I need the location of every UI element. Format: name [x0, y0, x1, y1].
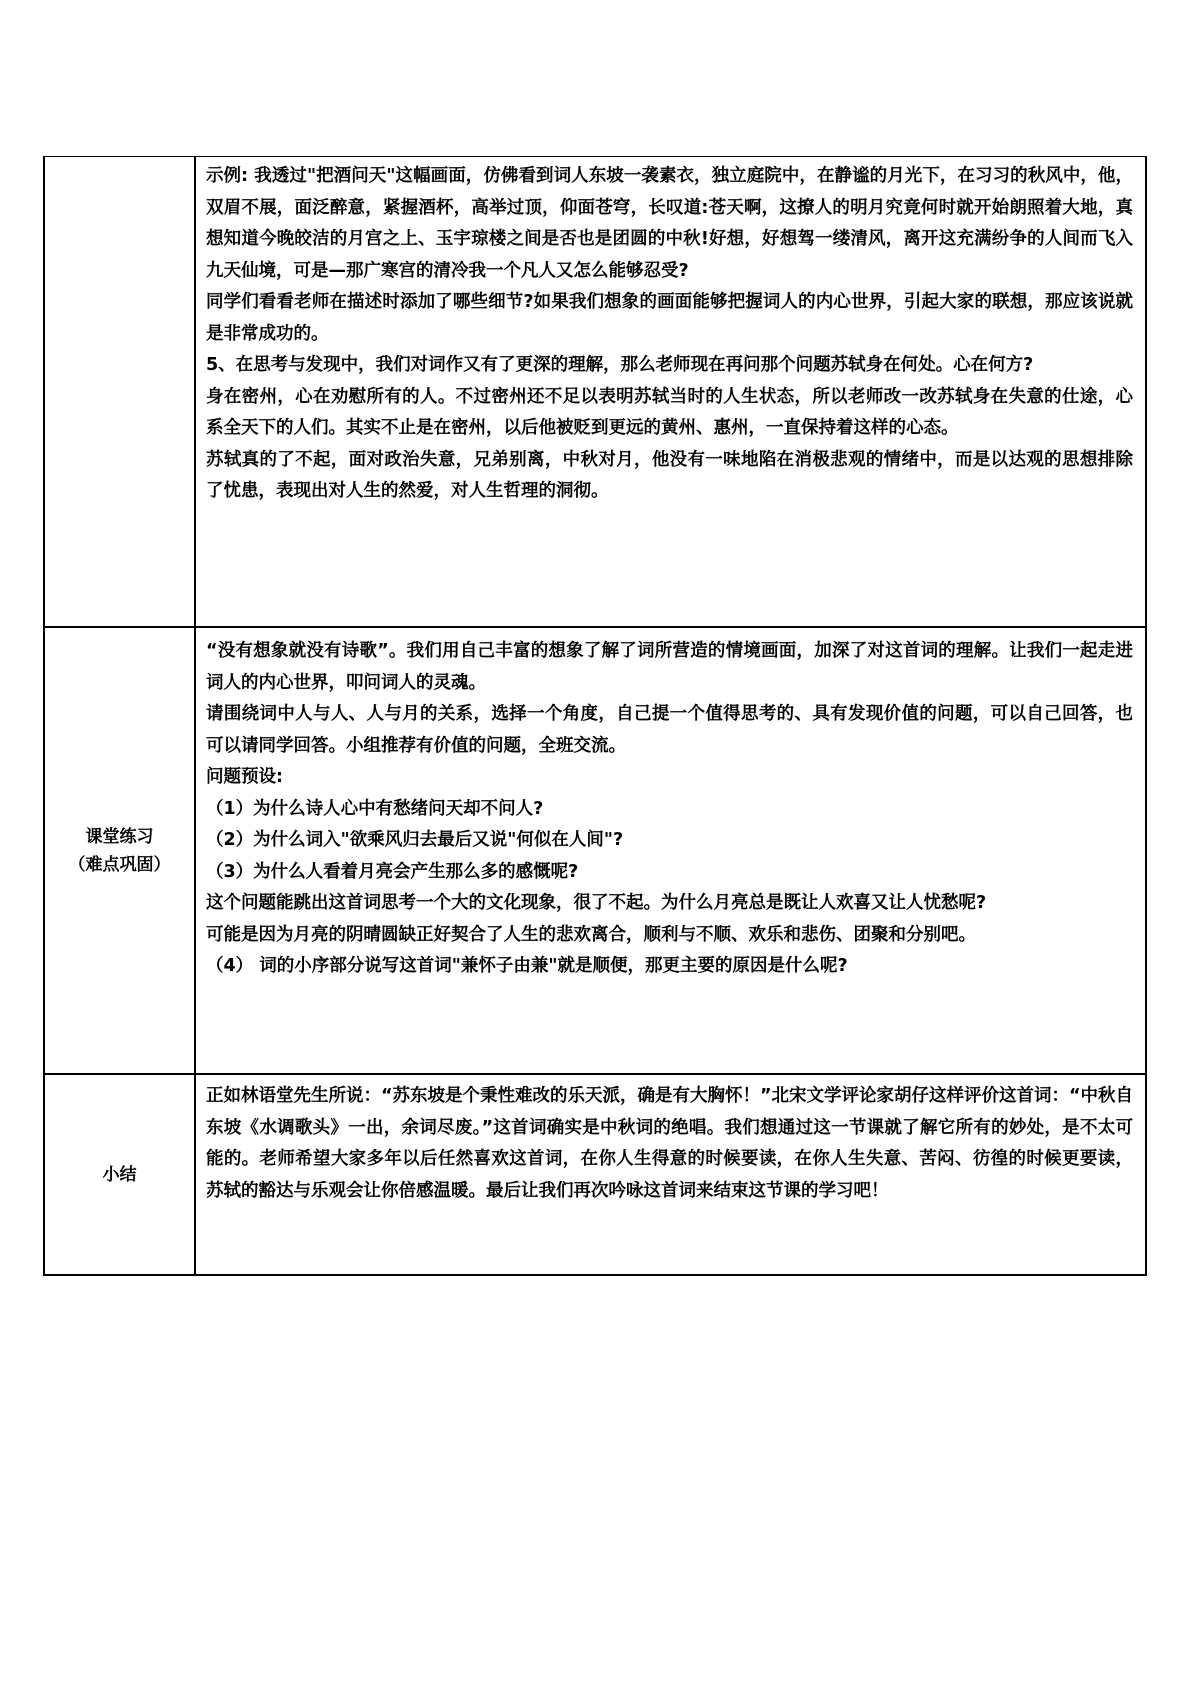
row-label-cell	[44, 157, 195, 628]
question-item: （4） 词的小序部分说写这首词"兼怀子由兼"就是顺便，那更主要的原因是什么呢?	[206, 956, 848, 976]
row-label-cell	[44, 1074, 195, 1275]
row-content-cell	[195, 157, 1146, 628]
content-paragraph: 正如林语堂先生所说：“苏东坡是个秉性难改的乐天派，确是有大胸怀！”北宋文学评论家胡仔这样评价这首词：“中秋自东坡《水调歌头》一出，余词尽废。”这首词确实是中秋词的绝唱。我们想通过这一节课就了解它所有的妙处，是不太可能的。老师希望大家多年以后任然喜欢这首词，在你人生得意的时候要读，在你人生失意、苦闷、彷徨的时候更要读，苏轼的豁达与乐观会让你倍感温暖。最后让我们再次吟咏这首词来结束这节课的学习吧！	[206, 1086, 1134, 1201]
content-paragraph: 这个问题能跳出这首词思考一个大的文化现象，很了不起。为什么月亮总是既让人欢喜又让人忧愁呢?	[206, 893, 987, 913]
content-paragraph: 同学们看看老师在描述时添加了哪些细节?如果我们想象的画面能够把握词人的内心世界，引起大家的联想，那应该说就是非常成功的。	[206, 292, 1133, 344]
content-paragraph: 请围绕词中人与人、人与月的关系，选择一个角度，自己提一个值得思考的、具有发现价值的问题，可以自己回答，也可以请同学回答。小组推荐有价值的问题，全班交流。	[206, 704, 1133, 756]
question-item: （3）为什么人看着月亮会产生那么多的感慨呢?	[206, 861, 579, 882]
lesson-plan-table	[43, 156, 1147, 1276]
content-paragraph: 问题预设:	[206, 767, 283, 787]
table-row	[44, 627, 1146, 1074]
table-row	[44, 157, 1146, 628]
question-item: （2）为什么词入"欲乘风归去最后又说"何似在人间"?	[206, 830, 624, 850]
table-row	[44, 1074, 1146, 1275]
row-content-cell	[195, 1074, 1146, 1275]
content-paragraph: “没有想象就没有诗歌”。我们用自己丰富的想象了解了词所营造的情境画面，加深了对这首词的理解。让我们一起走进词人的内心世界，叩问词人的灵魂。	[206, 641, 1133, 693]
content-paragraph: 身在密州，心在劝慰所有的人。不过密州还不足以表明苏轼当时的人生状态，所以老师改一改苏轼身在失意的仕途，心系全天下的人们。其实不止是在密州，以后他被贬到更远的黄州、惠州，一直保持着这样的心态。	[206, 386, 1133, 438]
content-paragraph: 苏轼真的了不起，面对政治失意，兄弟别离，中秋对月，他没有一味地陷在消极悲观的情绪中，而是以达观的思想排除了忧患，表现出对人生的然爱，对人生哲理的洞彻。	[206, 449, 1133, 501]
row-content-cell	[195, 627, 1146, 1074]
row-sublabel: （难点巩固）	[68, 854, 171, 875]
row-label: 课堂练习	[85, 826, 154, 847]
content-paragraph: 可能是因为月亮的阴晴圆缺正好契合了人生的悲欢离合，顺利与不顺、欢乐和悲伤、团聚和分别吧。	[206, 924, 976, 945]
question-item: （1）为什么诗人心中有愁绪问天却不问人?	[206, 798, 544, 819]
content-paragraph: 示例: 我透过"把酒问天"这幅画面，仿佛看到词人东坡一袭素衣，独立庭院中，在静谧的月光下，在习习的秋风中，他，双眉不展，面泛醉意，紧握酒杯，高举过顶，仰面苍穹，长叹道:苍天啊，这撩人的明月究竟何时就开始朗照着大地，真想知道今晚皎洁的月宫之上、玉宇琼楼之间是否也是团圆的中秋!好想，好想驾一缕清风，离开这充满纷争的人间而飞入九天仙境，可是—那广寒宫的清冷我一个凡人又怎么能够忍受?	[206, 166, 1133, 281]
row-label-cell	[44, 627, 195, 1074]
content-paragraph: 5、在思考与发现中，我们对词作又有了更深的理解，那么老师现在再问那个问题苏轼身在何处。心在何方?	[206, 355, 1034, 375]
row-label: 小结	[102, 1164, 137, 1185]
